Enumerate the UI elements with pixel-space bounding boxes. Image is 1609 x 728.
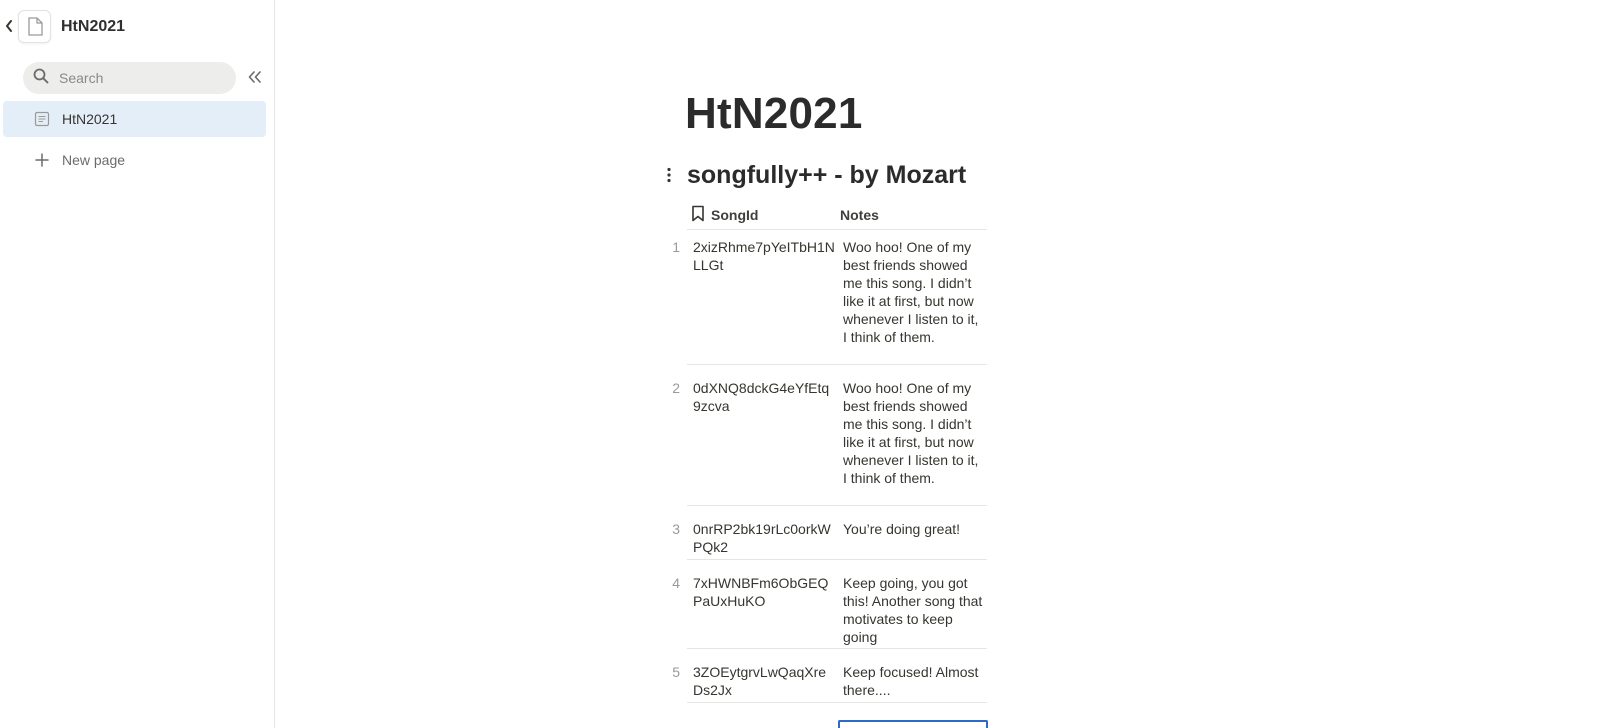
row-number: 3 xyxy=(672,521,680,537)
plus-icon xyxy=(33,151,51,169)
row-number: 2 xyxy=(672,380,680,396)
sidebar xyxy=(0,0,275,728)
search-icon xyxy=(33,68,49,89)
table-header xyxy=(687,200,987,230)
column-header-songid[interactable]: SongId xyxy=(691,200,758,230)
songid-cell[interactable]: 2xizRhme7pYeITbH1NLLGt xyxy=(693,239,835,273)
workspace-page-icon[interactable] xyxy=(18,10,51,43)
songid-cell[interactable]: 7xHWNBFm6ObGEQPaUxHuKO xyxy=(693,575,829,609)
new-page-label: New page xyxy=(62,152,126,168)
focused-new-cell[interactable] xyxy=(838,720,988,728)
songid-cell[interactable]: 0dXNQ8dckG4eYfEtq9zcva xyxy=(693,380,830,414)
sidebar-item-htn2021[interactable] xyxy=(3,101,266,137)
notes-cell[interactable]: Woo hoo! One of my best friends showed me this song. I didn’t like it at first, but now whenever I listen to it, I think of them. xyxy=(843,380,979,486)
page-title[interactable]: HtN2021 xyxy=(685,89,863,138)
notes-cell[interactable]: Keep going, you got this! Another song that motivates to keep going xyxy=(843,575,983,645)
row-number: 5 xyxy=(672,664,680,680)
notes-cell[interactable]: You’re doing great! xyxy=(843,521,961,537)
notes-cell[interactable]: Woo hoo! One of my best friends showed me this song. I didn’t like it at first, but now whenever I listen to it, I think of them. xyxy=(843,239,979,345)
songid-cell[interactable]: 3ZOEytgrvLwQaqXreDs2Jx xyxy=(693,664,827,698)
page-icon xyxy=(33,110,51,128)
songid-cell[interactable]: 0nrRP2bk19rLc0orkWPQk2 xyxy=(693,521,831,555)
collapse-sidebar-icon[interactable] xyxy=(246,68,264,86)
block-menu-icon[interactable] xyxy=(662,164,676,186)
search-input[interactable] xyxy=(23,62,236,94)
search-placeholder: Search xyxy=(59,70,104,86)
column-header-notes[interactable]: Notes xyxy=(840,207,879,223)
back-chevron-icon[interactable] xyxy=(2,17,16,35)
row-number: 1 xyxy=(672,239,680,255)
database-title[interactable]: songfully++ - by Mozart xyxy=(687,161,967,189)
sidebar-item-label: HtN2021 xyxy=(62,111,118,127)
workspace-title[interactable]: HtN2021 xyxy=(61,18,126,35)
new-page-button[interactable] xyxy=(3,142,266,178)
notes-cell[interactable]: Keep focused! Almost there.... xyxy=(843,664,979,698)
bookmark-icon xyxy=(691,205,705,225)
row-number: 4 xyxy=(672,575,680,591)
